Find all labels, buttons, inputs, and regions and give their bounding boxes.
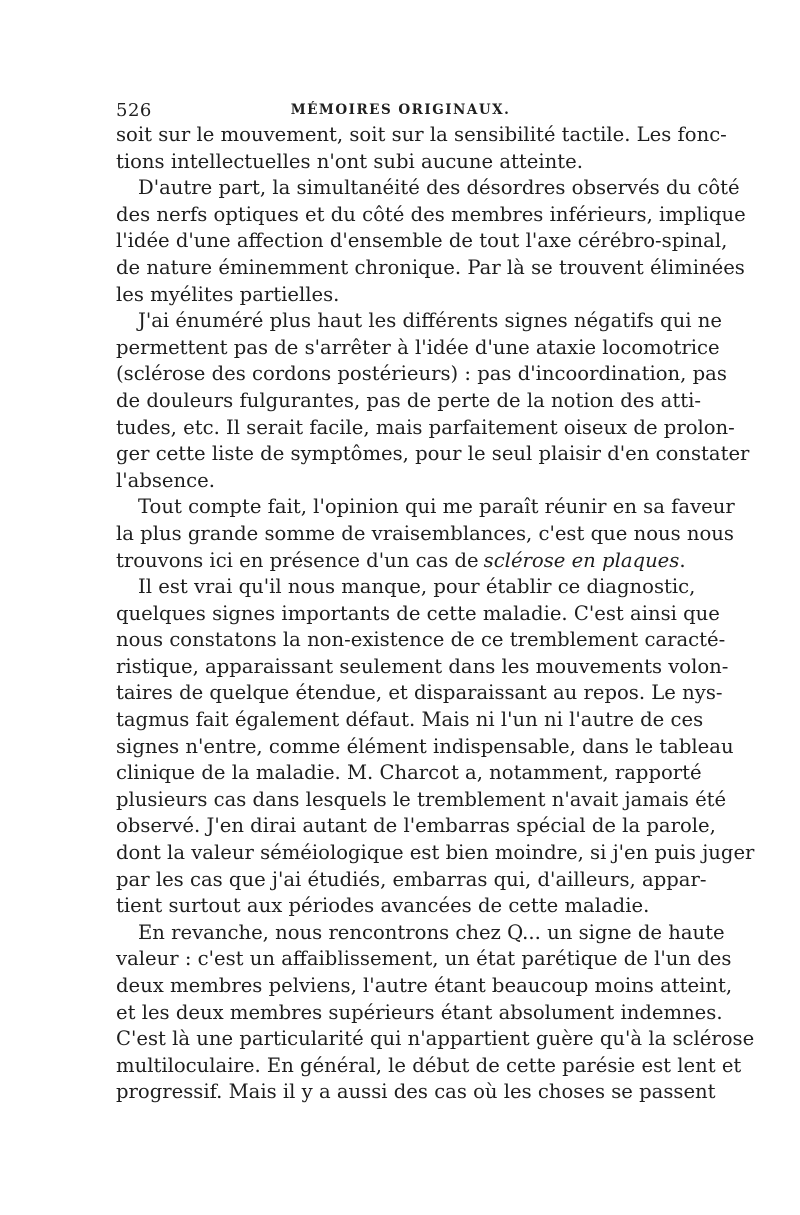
- text-line: valeur : c'est un affaiblissement, un état parétique de l'un des: [116, 947, 732, 971]
- text-line: taires de quelque étendue, et disparaissant au repos. Le nys-: [116, 681, 723, 705]
- text-line: la plus grande somme de vraisemblances, c'est que nous nous: [116, 521, 734, 545]
- paragraph-5: [116, 574, 755, 920]
- text-line: permettent pas de s'arrêter à l'idée d'une ataxie locomotrice: [116, 335, 720, 359]
- book-page: [116, 92, 755, 1106]
- text-line: multiloculaire. En général, le début de cette parésie est lent et: [116, 1053, 742, 1077]
- text-line: nous constatons la non-existence de ce tremblement caracté-: [116, 628, 726, 652]
- paragraph-2: [116, 175, 746, 308]
- text-line: (sclérose des cordons postérieurs) : pas d'incoordination, pas: [116, 362, 727, 386]
- text-line: des nerfs optiques et du côté des membres inférieurs, implique: [116, 202, 746, 226]
- text-segment: trouvons ici en présence d'un cas de: [116, 548, 479, 572]
- text-line: clinique de la maladie. M. Charcot a, notamment, rapporté: [116, 761, 702, 785]
- text-segment: .: [679, 548, 686, 572]
- paragraph-6: [116, 920, 755, 1106]
- paragraph-3: [116, 308, 750, 494]
- text-line: Il est vrai qu'il nous manque, pour établir ce diagnostic,: [138, 575, 696, 599]
- text-line: et les deux membres supérieurs étant absolument indemnes.: [116, 1000, 723, 1024]
- text-line: par les cas que j'ai étudiés, embarras qui, d'ailleurs, appar-: [116, 867, 707, 891]
- text-line: quelques signes importants de cette maladie. C'est ainsi que: [116, 601, 720, 625]
- text-line: C'est là une particularité qui n'appartient guère qu'à la sclérose: [116, 1027, 755, 1051]
- text-line: deux membres pelviens, l'autre étant beaucoup moins atteint,: [116, 974, 733, 997]
- text-line: ristique, apparaissant seulement dans les mouvements volon-: [116, 654, 729, 678]
- emphasized-term: sclérose en plaques: [483, 548, 680, 572]
- paragraph-4: [116, 494, 735, 574]
- text-line: les myélites partielles.: [116, 282, 340, 306]
- text-line: plusieurs cas dans lesquels le tremblement n'avait jamais été: [116, 787, 727, 811]
- text-line: J'ai énuméré plus haut les différents signes négatifs qui ne: [138, 309, 722, 333]
- page-number: 526: [116, 100, 152, 121]
- text-line: l'idée d'une affection d'ensemble de tout l'axe cérébro-spinal,: [116, 229, 728, 253]
- text-line: observé. J'en dirai autant de l'embarras spécial de la parole,: [116, 814, 716, 838]
- text-line: Tout compte fait, l'opinion qui me paraît réunir en sa faveur: [138, 495, 735, 519]
- text-line: de douleurs fulgurantes, pas de perte de la notion des atti-: [116, 388, 701, 412]
- text-line: En revanche, nous rencontrons chez Q... un signe de haute: [138, 920, 725, 944]
- text-line: tions intellectuelles n'ont subi aucune atteinte.: [116, 149, 583, 173]
- text-line: progressif. Mais il y a aussi des cas où les choses se passent: [116, 1080, 716, 1104]
- running-header: [116, 92, 685, 122]
- paragraph-1: [116, 122, 727, 175]
- text-line: soit sur le mouvement, soit sur la sensibilité tactile. Les fonc-: [116, 123, 727, 146]
- text-line: [116, 548, 685, 575]
- text-line: dont la valeur séméiologique est bien moindre, si j'en puis juger: [116, 841, 755, 865]
- text-line: tient surtout aux périodes avancées de cette maladie.: [116, 894, 650, 918]
- text-line: tudes, etc. Il serait facile, mais parfaitement oiseux de prolon-: [116, 415, 735, 439]
- text-line: l'absence.: [116, 468, 215, 492]
- running-title: MÉMOIRES ORIGINAUX.: [290, 102, 511, 118]
- text-line: ger cette liste de symptômes, pour le seul plaisir d'en constater: [116, 442, 750, 466]
- text-line: D'autre part, la simultanéité des désordres observés du côté: [138, 176, 740, 200]
- text-line: de nature éminemment chronique. Par là se trouvent éliminées: [116, 255, 745, 279]
- text-line: signes n'entre, comme élément indispensable, dans le tableau: [116, 734, 734, 758]
- text-line: tagmus fait également défaut. Mais ni l'un ni l'autre de ces: [116, 708, 704, 732]
